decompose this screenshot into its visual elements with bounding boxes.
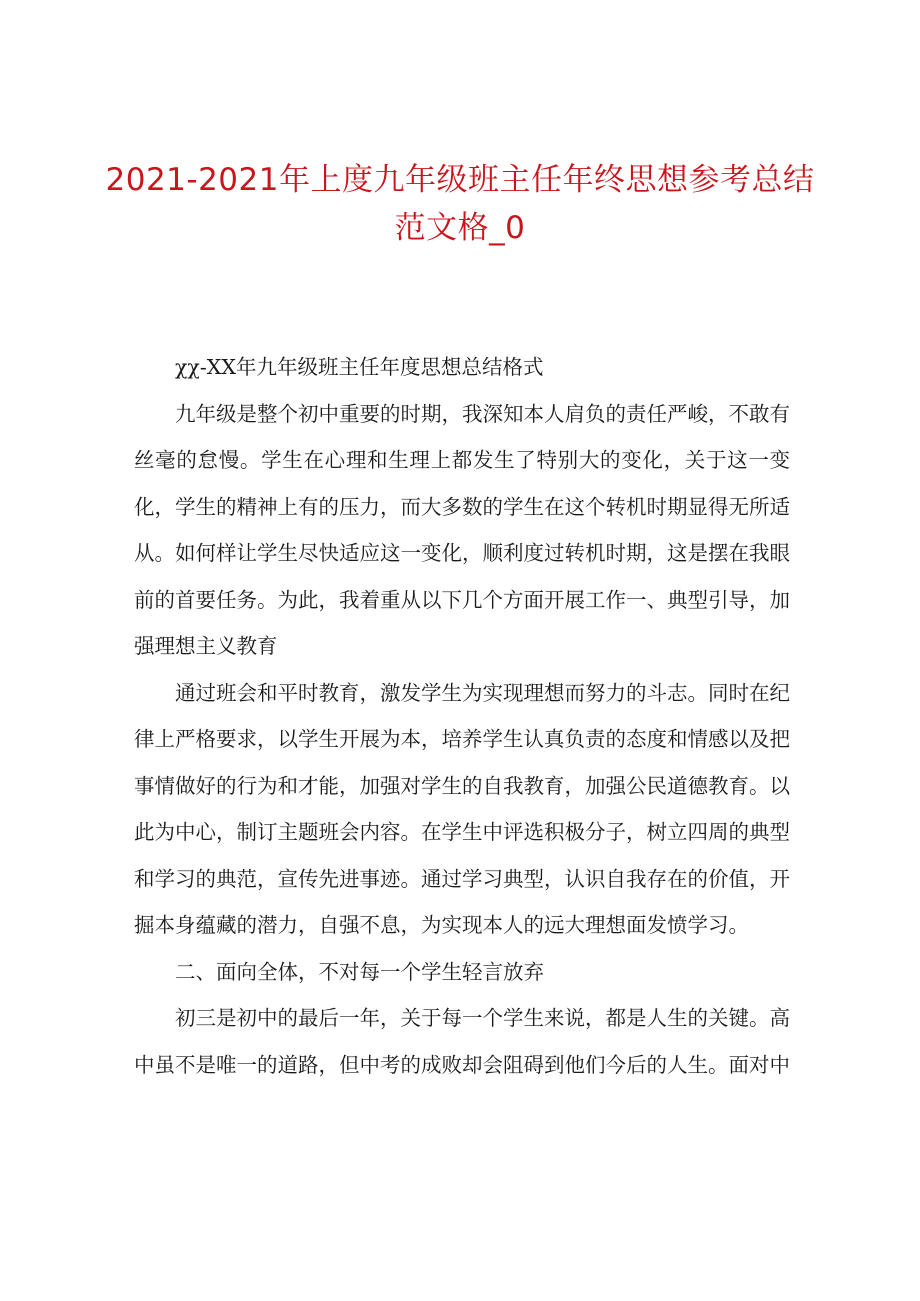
- paragraph: 通过班会和平时教育，激发学生为实现理想而努力的斗志。同时在纪律上严格要求，以学生开展为本，培养学生认真负责的态度和情感以及把事情做好的行为和才能，加强对学生的自我教育，加强公民道德教育。以此为中心，制订主题班会内容。在学生中评选积极分子，树立四周的典型和学习的典范，宣传先进事迹。通过学习典型，认识自我存在的价值，开掘本身蕴藏的潜力，自强不息，为实现本人的远大理想面发愤学习。: [134, 680, 790, 937]
- document-body: [134, 344, 790, 1088]
- title-line-2: 范文格_0: [394, 210, 526, 246]
- document-title: [100, 156, 820, 252]
- title-line-1: 2021-2021年上度九年级班主任年终思想参考总结: [105, 162, 815, 198]
- paragraph-section-heading: 二、面向全体，不对每一个学生轻言放弃: [175, 959, 544, 984]
- paragraph: 初三是初中的最后一年，关于每一个学生来说，都是人生的关键。高中虽不是唯一的道路，但中考的成败却会阻碍到他们今后的人生。面对中: [134, 1006, 790, 1077]
- paragraph: 九年级是整个初中重要的时期，我深知本人肩负的责任严峻，不敢有丝毫的怠慢。学生在心理和生理上都发生了特别大的变化，关于这一变化，学生的精神上有的压力，而大多数的学生在这个转机时期显得无所适从。如何样让学生尽快适应这一变化，顺利度过转机时期，这是摆在我眼前的首要任务。为此，我着重从以下几个方面开展工作一、典型引导，加强理想主义教育: [134, 401, 790, 658]
- paragraph-heading: χχ-XX年九年级班主任年度思想总结格式: [175, 355, 544, 379]
